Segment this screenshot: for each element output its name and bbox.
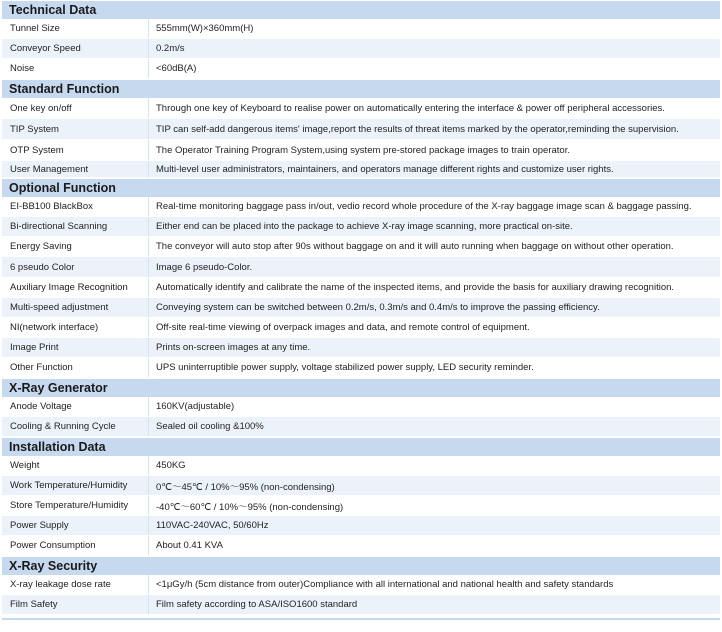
- spec-value: The Operator Training Program System,using system pre-stored package images to train operator.: [148, 140, 720, 160]
- spec-label: Power Consumption: [10, 540, 96, 551]
- spec-value: About 0.41 KVA: [148, 536, 720, 555]
- spec-row: [2, 98, 720, 119]
- spec-row: [2, 496, 720, 516]
- section-title: Standard Function: [2, 79, 720, 98]
- spec-value: Through one key of Keyboard to realise power on automatically entering the interface & power off peripheral accessories.: [148, 98, 720, 118]
- spec-value: Prints on-screen images at any time.: [148, 338, 720, 357]
- section-title: X-Ray Generator: [2, 378, 720, 397]
- section-title: Technical Data: [2, 0, 720, 19]
- spec-row: [2, 257, 720, 278]
- spec-row: [2, 358, 720, 378]
- spec-label: Film Safety: [10, 599, 58, 610]
- spec-row: [2, 197, 720, 217]
- spec-value: -40℃～60℃ / 10%～95% (non-condensing): [148, 496, 720, 515]
- spec-label: Auxiliary Image Recognition: [10, 282, 128, 293]
- spec-label: Multi-speed adjustment: [10, 302, 109, 313]
- spec-label: Other Function: [10, 362, 73, 373]
- spec-row: [2, 338, 720, 358]
- spec-label: User Management: [10, 163, 89, 175]
- section-title: Optional Function: [2, 178, 720, 197]
- section-title: X-Ray Security: [2, 556, 720, 575]
- spec-row: [2, 575, 720, 595]
- spec-value: 0℃～45℃ / 10%～95% (non-condensing): [148, 476, 720, 495]
- spec-value: 555mm(W)×360mm(H): [148, 19, 720, 38]
- spec-row: [2, 59, 720, 79]
- spec-value: <1μGy/h (5cm distance from outer)Compliance with all international and national health and safety standards: [148, 575, 720, 594]
- section-title: Installation Data: [2, 437, 720, 456]
- spec-row: [2, 237, 720, 257]
- spec-label: Work Temperature/Humidity: [10, 480, 128, 491]
- spec-row: [2, 39, 720, 59]
- spec-label: Noise: [10, 63, 35, 74]
- spec-row: [2, 536, 720, 556]
- spec-value: Sealed oil cooling &100%: [148, 417, 720, 436]
- spec-row: [2, 595, 720, 615]
- spec-row: [2, 217, 720, 237]
- spec-row: [2, 516, 720, 536]
- spec-row: [2, 19, 720, 39]
- spec-label: Store Temperature/Humidity: [10, 500, 129, 511]
- spec-label: Weight: [10, 460, 40, 471]
- spec-label: EI-BB100 BlackBox: [10, 201, 93, 212]
- spec-label: Cooling & Running Cycle: [10, 421, 116, 432]
- spec-value: The conveyor will auto stop after 90s without baggage on and it will auto running when baggage on without other operation.: [148, 237, 720, 256]
- spec-value: Real-time monitoring baggage pass in/out, vedio record whole procedure of the X-ray baggage image scan & baggage passing.: [148, 197, 720, 216]
- spec-value: Film safety according to ASA/ISO1600 standard: [148, 595, 720, 614]
- spec-row: [2, 456, 720, 476]
- spec-row: [2, 397, 720, 417]
- spec-value: Multi-level user administrators, maintainers, and operators manage different rights and customize user rights.: [148, 161, 720, 177]
- spec-value: Off-site real-time viewing of overpack images and data, and remote control of equipment.: [148, 318, 720, 337]
- spec-row: [2, 278, 720, 298]
- spec-value: Conveying system can be switched between 0.2m/s, 0.3m/s and 0.4m/s to improve the passing efficiency.: [148, 298, 720, 317]
- spec-row: [2, 476, 720, 496]
- spec-value: UPS uninterruptible power supply, voltage stabilized power supply, LED security reminder.: [148, 358, 720, 377]
- spec-label: NI(network interface): [10, 322, 99, 333]
- spec-label: 6 pseudo Color: [10, 261, 75, 273]
- spec-label: OTP System: [10, 144, 64, 156]
- spec-label: TIP System: [10, 123, 59, 135]
- spec-row: [2, 119, 720, 140]
- spec-label: X-ray leakage dose rate: [10, 579, 111, 590]
- bottom-divider: [2, 618, 720, 620]
- spec-value: <60dB(A): [148, 59, 720, 78]
- spec-value: 110VAC-240VAC, 50/60Hz: [148, 516, 720, 535]
- spec-value: TIP can self-add dangerous items' image,report the results of threat items marked by the operator,reminding the supervision.: [148, 119, 720, 139]
- spec-label: Energy Saving: [10, 241, 72, 252]
- spec-value: 0.2m/s: [148, 39, 720, 58]
- spec-row: [2, 298, 720, 318]
- spec-label: Image Print: [10, 342, 59, 353]
- spec-row: [2, 140, 720, 161]
- spec-value: 450KG: [148, 456, 720, 475]
- spec-label: One key on/off: [10, 102, 72, 114]
- spec-label: Tunnel Size: [10, 23, 60, 34]
- spec-row: [2, 161, 720, 178]
- spec-value: Either end can be placed into the package to achieve X-ray image scanning, more practical on-site.: [148, 217, 720, 236]
- spec-table: [2, 0, 720, 620]
- spec-row: [2, 318, 720, 338]
- spec-label: Bi-directional Scanning: [10, 221, 108, 232]
- spec-value: Automatically identify and calibrate the name of the inspected items, and provide the basis for auxiliary drawing recognition.: [148, 278, 720, 297]
- spec-value: 160KV(adjustable): [148, 397, 720, 416]
- spec-label: Anode Voltage: [10, 401, 72, 412]
- spec-label: Power Supply: [10, 520, 69, 531]
- spec-row: [2, 417, 720, 437]
- spec-value: Image 6 pseudo-Color.: [148, 257, 720, 277]
- spec-label: Conveyor Speed: [10, 43, 81, 54]
